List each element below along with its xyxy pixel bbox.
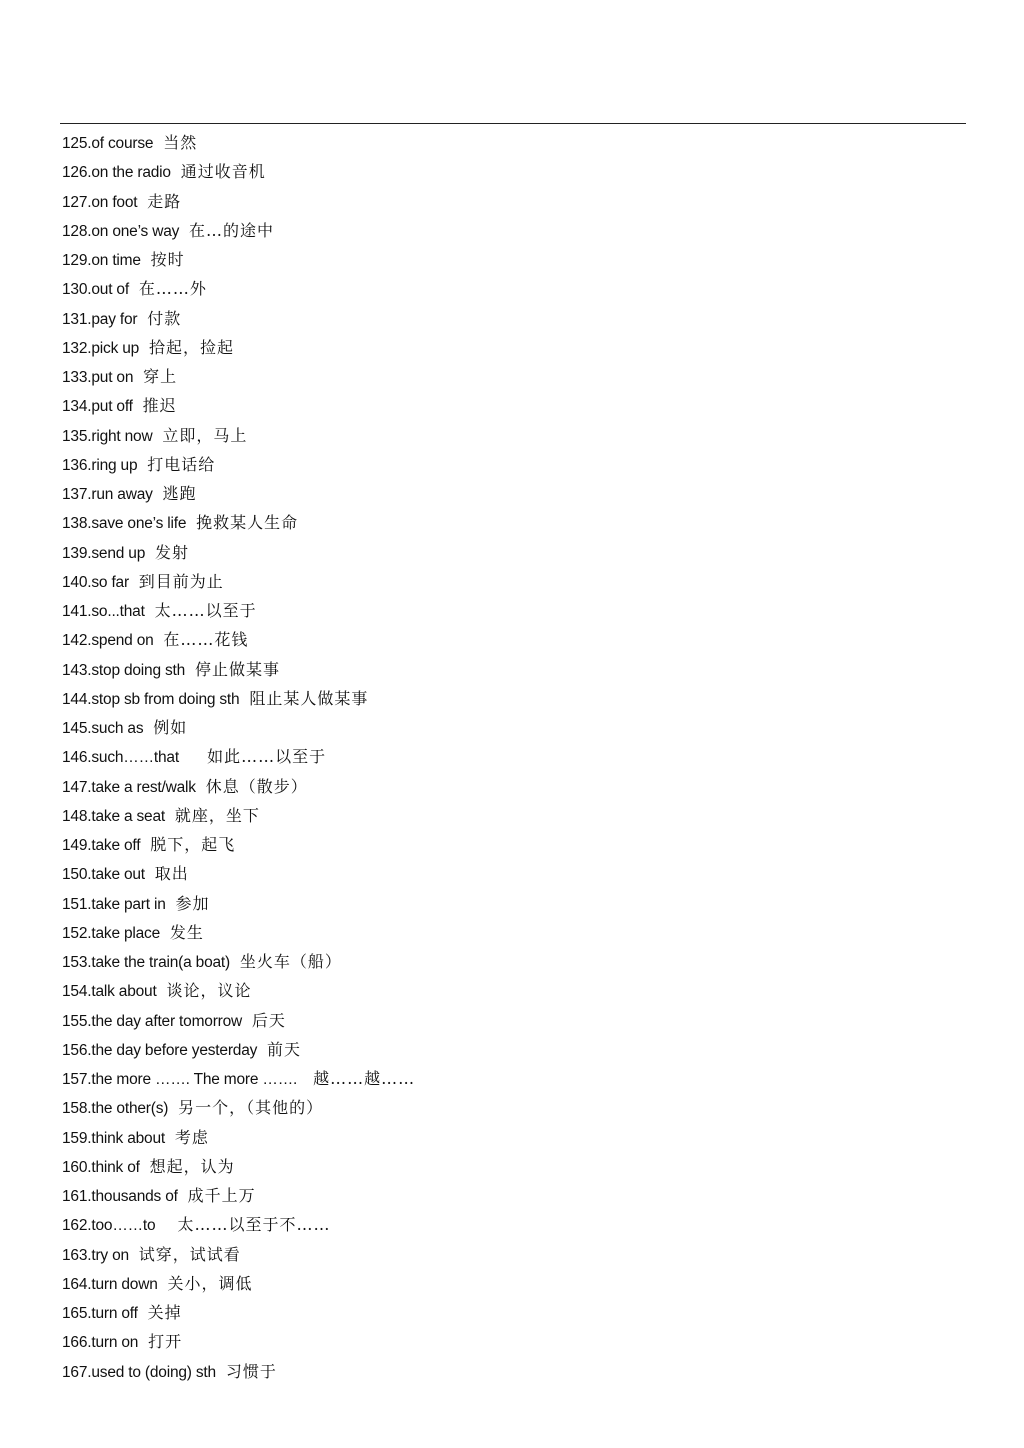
meaning-text: 打开: [148, 1332, 183, 1352]
list-item: [62, 713, 415, 742]
list-item: [62, 625, 415, 654]
phrase-text: 129.on time: [62, 252, 141, 269]
meaning-text: 考虑: [174, 1127, 209, 1147]
phrase-text: 128.on one’s way: [62, 222, 180, 240]
list-item: [62, 1298, 415, 1327]
phrase-text: 130.out of: [62, 281, 129, 299]
meaning-text: 拾起，捡起: [148, 337, 234, 357]
phrase-text: 157.the more ……. The more …….: [62, 1071, 298, 1088]
phrase-text: 164.turn down: [62, 1275, 158, 1293]
phrase-text: 153.take the train(a boat): [62, 954, 230, 971]
list-item: [62, 742, 415, 771]
list-item: [62, 859, 415, 888]
list-item: [62, 245, 415, 274]
list-item: [62, 918, 415, 947]
list-item: [62, 947, 415, 976]
list-item: [62, 304, 415, 333]
phrase-text: 142.spend on: [62, 632, 154, 650]
list-item: [62, 216, 415, 245]
meaning-text: 逃跑: [162, 484, 197, 503]
header-rule: [60, 123, 966, 124]
meaning-text: 脱下，起飞: [150, 835, 236, 854]
meaning-text: 前天: [267, 1039, 302, 1059]
list-item: [62, 1093, 415, 1122]
phrase-text: 131.pay for: [62, 310, 138, 328]
phrase-text: 133.put on: [62, 369, 134, 386]
meaning-text: 如此……以至于: [188, 747, 327, 767]
meaning-text: 挽救某人生命: [196, 513, 299, 533]
meaning-text: 就座，坐下: [174, 805, 260, 825]
meaning-text: 打电话给: [147, 454, 216, 474]
meaning-text: 试穿，试试看: [138, 1244, 241, 1264]
list-item: [62, 1357, 415, 1386]
meaning-text: 穿上: [143, 367, 178, 386]
list-item: [62, 596, 415, 625]
meaning-text: 例如: [153, 718, 188, 737]
list-item: [62, 333, 415, 362]
phrase-text: 149.take off: [62, 837, 141, 854]
meaning-text: 付款: [147, 308, 182, 328]
meaning-text: 在……外: [138, 279, 207, 299]
meaning-text: 通过收音机: [180, 162, 266, 182]
phrase-text: 126.on the radio: [62, 164, 171, 182]
meaning-text: 立即，马上: [162, 425, 248, 445]
list-item: [62, 479, 415, 508]
list-item: [62, 128, 415, 157]
phrase-text: 152.take place: [62, 924, 161, 942]
phrase-text: 148.take a seat: [62, 807, 165, 825]
phrase-text: 147.take a rest/walk: [62, 778, 196, 796]
list-item: [62, 567, 415, 596]
phrase-text: 144.stop sb from doing sth: [62, 690, 240, 708]
list-item: [62, 1064, 415, 1093]
meaning-text: 坐火车（船）: [239, 952, 342, 971]
meaning-text: 想起，认为: [149, 1156, 235, 1176]
phrase-text: 155.the day after tomorrow: [62, 1012, 243, 1030]
list-item: [62, 889, 415, 918]
meaning-text: 关掉: [147, 1303, 182, 1322]
phrase-text: 154.talk about: [62, 983, 157, 1001]
phrase-text: 162.too……to: [62, 1217, 156, 1235]
phrase-text: 158.the other(s): [62, 1100, 169, 1118]
list-item: [62, 362, 415, 391]
list-item: [62, 1240, 415, 1269]
list-item: [62, 655, 415, 684]
list-item: [62, 450, 415, 479]
phrase-text: 140.so far: [62, 573, 129, 591]
list-item: [62, 976, 415, 1005]
meaning-text: 发射: [155, 542, 190, 562]
meaning-text: 在…的途中: [189, 220, 275, 240]
list-item: [62, 684, 415, 713]
meaning-text: 太……以至于不……: [165, 1215, 331, 1235]
meaning-text: 关小，调低: [167, 1273, 253, 1293]
list-item: [62, 1327, 415, 1356]
meaning-text: 后天: [251, 1010, 286, 1030]
phrase-text: 156.the day before yesterday: [62, 1041, 258, 1059]
phrase-text: 159.think about: [62, 1129, 166, 1147]
meaning-text: 习惯于: [225, 1361, 277, 1381]
phrase-text: 139.send up: [62, 544, 146, 562]
list-item: [62, 801, 415, 830]
meaning-text: 成千上万: [187, 1186, 256, 1205]
phrase-text: 166.turn on: [62, 1334, 139, 1352]
meaning-text: 停止做某事: [194, 659, 280, 679]
phrase-text: 132.pick up: [62, 339, 140, 357]
meaning-text: 当然: [163, 133, 198, 152]
phrase-text: 163.try on: [62, 1246, 129, 1264]
list-item: [62, 508, 415, 537]
meaning-text: 越……越……: [306, 1069, 416, 1088]
phrase-text: 145.such as: [62, 720, 144, 737]
list-item: [62, 157, 415, 186]
meaning-text: 在……花钱: [163, 630, 249, 650]
phrase-text: 167.used to (doing) sth: [62, 1363, 216, 1381]
list-item: [62, 1210, 415, 1239]
list-item: [62, 1181, 415, 1210]
meaning-text: 另一个，（其他的）: [178, 1098, 324, 1118]
phrase-list: [62, 128, 415, 1386]
phrase-text: 138.save one’s life: [62, 515, 187, 533]
meaning-text: 休息（散步）: [205, 776, 308, 796]
phrase-text: 165.turn off: [62, 1305, 138, 1322]
list-item: [62, 772, 415, 801]
list-item: [62, 187, 415, 216]
list-item: [62, 274, 415, 303]
phrase-text: 135.right now: [62, 427, 153, 445]
phrase-text: 143.stop doing sth: [62, 661, 186, 679]
phrase-text: 136.ring up: [62, 456, 138, 474]
phrase-text: 125.of course: [62, 135, 154, 152]
phrase-text: 151.take part in: [62, 895, 166, 913]
phrase-text: 127.on foot: [62, 193, 138, 211]
meaning-text: 走路: [147, 191, 182, 211]
phrase-text: 137.run away: [62, 486, 153, 503]
list-item: [62, 421, 415, 450]
list-item: [62, 1152, 415, 1181]
meaning-text: 太……以至于: [154, 601, 257, 620]
list-item: [62, 1123, 415, 1152]
list-item: [62, 1269, 415, 1298]
phrase-text: 146.such……that: [62, 749, 179, 767]
meaning-text: 阻止某人做某事: [249, 688, 369, 708]
meaning-text: 按时: [150, 250, 185, 269]
phrase-text: 141.so...that: [62, 603, 145, 620]
list-item: [62, 1035, 415, 1064]
meaning-text: 参加: [175, 893, 210, 913]
phrase-text: 134.put off: [62, 398, 133, 416]
list-item: [62, 538, 415, 567]
phrase-text: 160.think of: [62, 1158, 140, 1176]
phrase-text: 150.take out: [62, 866, 145, 884]
meaning-text: 谈论，议论: [166, 981, 252, 1001]
list-item: [62, 830, 415, 859]
meaning-text: 到目前为止: [138, 571, 224, 591]
list-item: [62, 391, 415, 420]
list-item: [62, 1006, 415, 1035]
meaning-text: 取出: [154, 864, 189, 884]
phrase-text: 161.thousands of: [62, 1188, 178, 1205]
meaning-text: 推迟: [142, 396, 177, 416]
meaning-text: 发生: [169, 922, 204, 942]
